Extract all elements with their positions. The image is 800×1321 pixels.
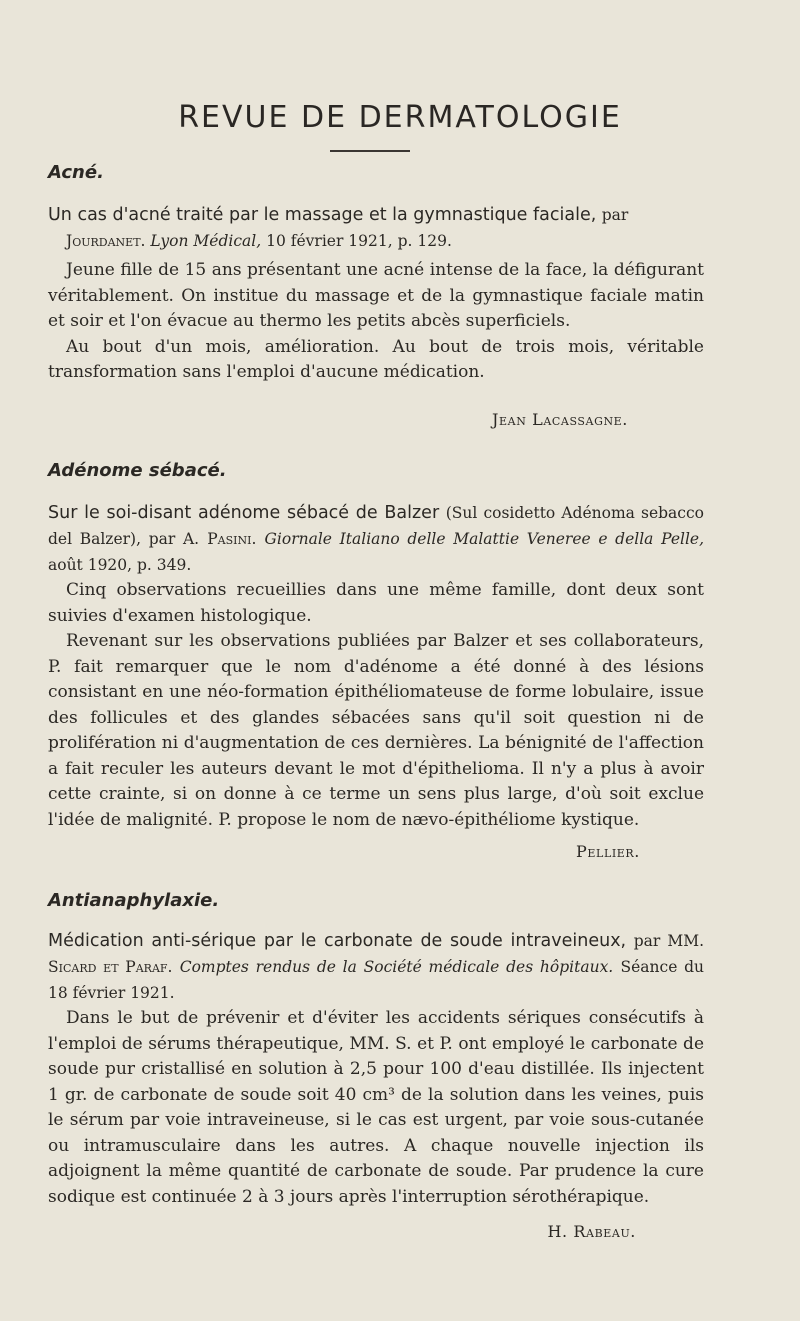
- article-ref-details: Séance du 18 février 1921.: [48, 958, 705, 1002]
- article-ref-prefix: par: [601, 206, 629, 224]
- paragraph: Jeune fille de 15 ans présentant une acné intense de la face, la défigurant véritablement. On institue du massage et de la gymnastique faciale matin et soir et l'on évacue au thermo les petits abcès superficiels.: [48, 260, 704, 331]
- title-rule: [330, 150, 410, 152]
- article-journal: Giornale Italiano delle Malattie Veneree e della Pelle,: [264, 530, 705, 548]
- author-signature: H. Rabeau.: [547, 1222, 636, 1241]
- article-journal: Comptes rendus de la Société médicale des hôpitaux.: [179, 958, 614, 976]
- article-heading: [48, 500, 704, 578]
- article-body: [48, 578, 704, 833]
- article-ref-prefix: par MM.: [633, 932, 704, 950]
- section-title-adenome: Adénome sébacé.: [48, 460, 227, 481]
- paragraph: Au bout d'un mois, amélioration. Au bout de trois mois, véritable transformation sans l'emploi d'aucune médication.: [48, 336, 704, 382]
- article-heading: [48, 202, 704, 254]
- article-body: [48, 1006, 704, 1210]
- paragraph: Cinq observations recueillies dans une même famille, dont deux sont suivies d'examen histologique.: [48, 580, 704, 626]
- author-signature: Pellier.: [576, 842, 640, 861]
- article-ref-details: août 1920, p. 349.: [48, 556, 192, 574]
- article-title: Sur le soi-disant adénome sébacé de Balzer: [48, 503, 440, 523]
- article-author: Jourdanet.: [66, 232, 146, 250]
- paragraph: Dans le but de prévenir et d'éviter les accidents sériques consécutifs à l'emploi de sérums thérapeutique, MM. S. et P. ont employé le carbonate de soude pur cristallisé en solution à 2,5 pour 100 d'eau distillée. Ils injectent 1 gr. de carbonate de soude soit 40 cm³ de la solution dans les veines, puis le sérum par voie intraveineuse, si le cas est urgent, par voie sous-cutanée ou intramusculaire dans les autres. A chaque nouvelle injection ils adjoignent la même quantité de carbonate de soude. Par prudence la cure sodique est continuée 2 à 3 jours après l'interruption sérothérapique.: [48, 1008, 704, 1207]
- page-title: REVUE DE DERMATOLOGIE: [178, 100, 622, 135]
- article-title: Médication anti-sérique par le carbonate de soude intraveineux,: [48, 931, 627, 951]
- article-author: Pasini.: [207, 530, 257, 548]
- article-ref-prefix: (Sul cosidetto Adénoma sebacco del Balzer), par A.: [48, 504, 704, 548]
- paragraph: Revenant sur les observations publiées par Balzer et ses collaborateurs, P. fait remarquer que le nom d'adénome a été donné à des lésions consistant en une néo-formation épithéliomateuse de forme lobulaire, issue des follicules et des glandes sébacées sans qu'il soit question ni de prolifération ni d'augmentation de ces dernières. La bénignité de l'affection a fait reculer les auteurs devant le mot d'épithelioma. Il n'y a plus à avoir cette crainte, si on donne à ce terme un sens plus large, d'où soit exclue l'idée de malignité. P. propose le nom de nævo-épithéliome kystique.: [48, 631, 704, 830]
- article-author: Sicard et Paraf.: [48, 958, 173, 976]
- author-signature: Jean Lacassagne.: [492, 410, 628, 429]
- article-journal: Lyon Médical,: [150, 232, 262, 250]
- article-title: Un cas d'acné traité par le massage et la gymnastique faciale,: [48, 205, 597, 225]
- article-heading: [48, 928, 704, 1006]
- section-title-antianaphylaxie: Antianaphylaxie.: [48, 890, 220, 911]
- article-ref-details: 10 février 1921, p. 129.: [266, 232, 452, 250]
- section-title-acne: Acné.: [48, 162, 104, 183]
- article-body: [48, 258, 704, 386]
